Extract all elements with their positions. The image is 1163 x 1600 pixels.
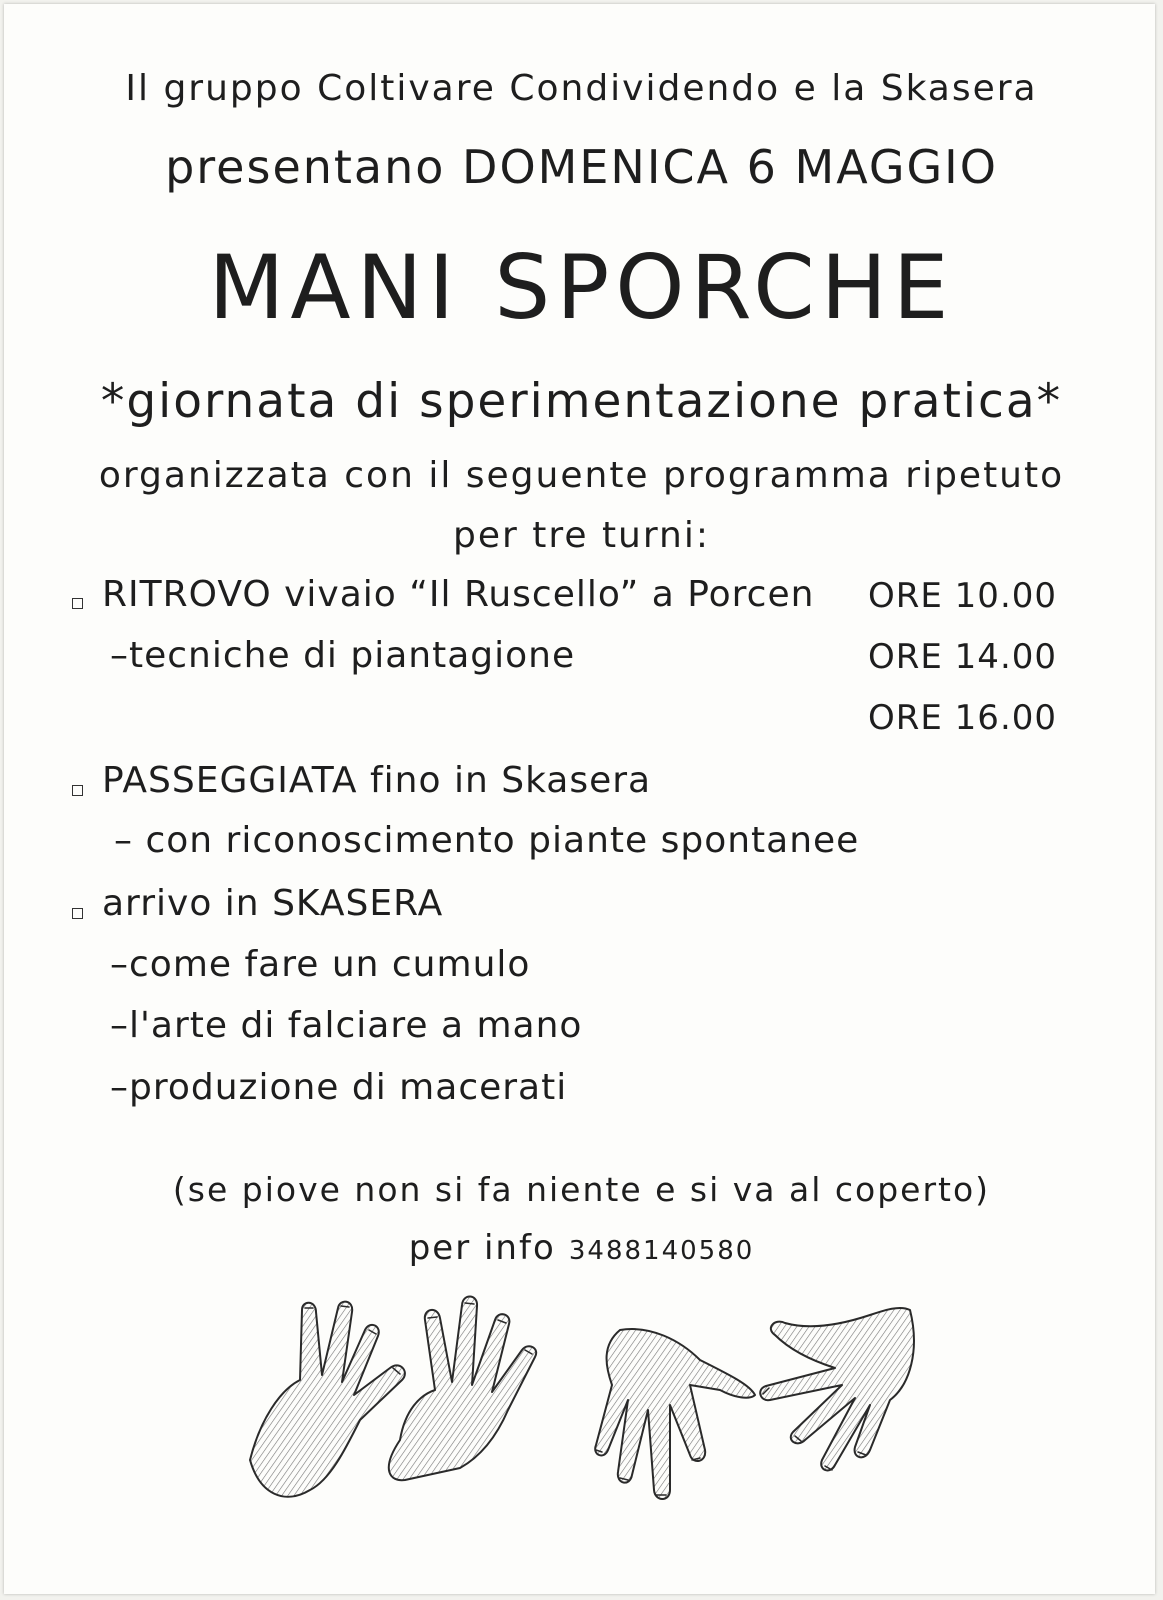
program-intro-line-2: per tre turni: [452, 515, 710, 556]
info-phone: 3488140580 [568, 1236, 755, 1266]
event-subtitle: *giornata di sperimentazione pratica* [100, 374, 1063, 429]
program-item-ritrovo: RITROVO vivaio “Il Ruscello” a Porcen [102, 574, 815, 615]
time-slot: ORE 10.00 [868, 576, 1058, 616]
date-line: presentano DOMENICA 6 MAGGIO [165, 140, 998, 194]
hands-drawing-icon [230, 1290, 930, 1550]
program-subitem: –come fare un cumulo [110, 944, 531, 985]
program-item-passeggiata: PASSEGGIATA fino in Skasera [102, 760, 652, 801]
time-slot: ORE 14.00 [868, 637, 1058, 677]
intro-line: Il gruppo Coltivare Condividendo e la Skasera [125, 68, 1038, 109]
bullet-box-icon [72, 598, 83, 609]
event-title: MANI SPORCHE [208, 236, 955, 339]
bullet-box-icon [72, 785, 83, 796]
bullet-box-icon [72, 908, 83, 919]
info-line [0, 1228, 1163, 1268]
info-label: per info [408, 1228, 556, 1268]
program-subitem: –produzione di macerati [110, 1067, 568, 1108]
program-subitem: – con riconoscimento piante spontanee [114, 820, 860, 861]
program-subitem: –tecniche di piantagione [110, 635, 576, 676]
program-item-arrivo: arrivo in SKASERA [102, 883, 444, 924]
time-slot: ORE 16.00 [868, 698, 1058, 738]
program-subitem: –l'arte di falciare a mano [110, 1005, 583, 1046]
rain-note: (se piove non si fa niente e si va al coperto) [172, 1170, 991, 1209]
program-intro-line: organizzata con il seguente programma ripetuto [98, 455, 1065, 496]
